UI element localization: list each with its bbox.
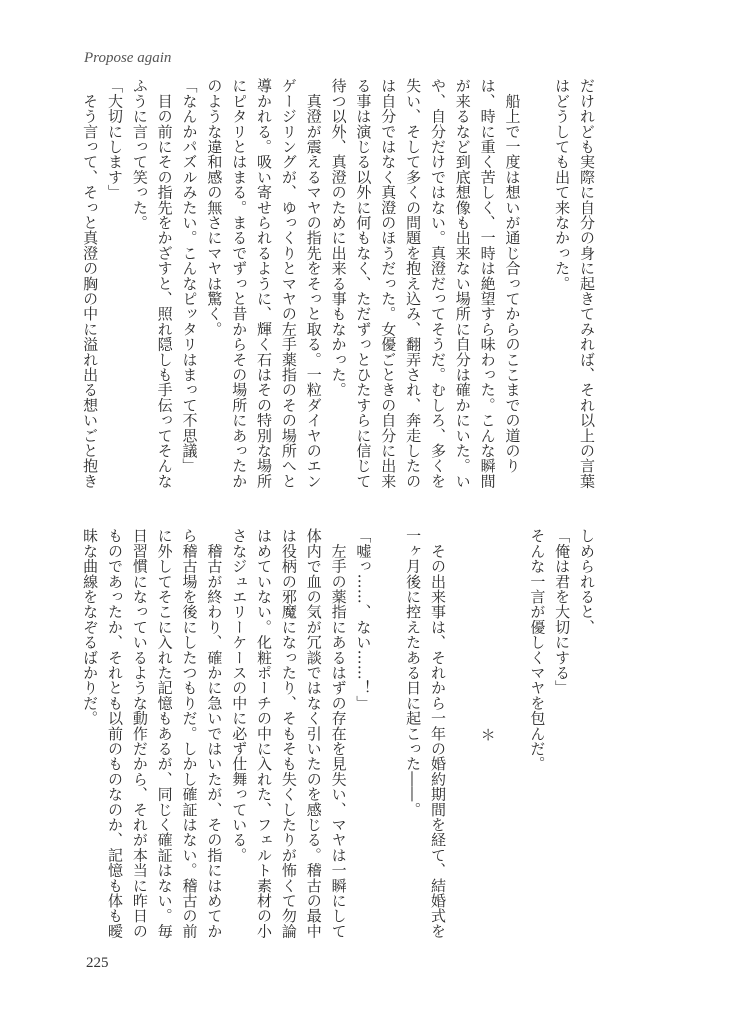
text-line: 導かれる。吸い寄せられるように、輝く石はその特別な場所 (255, 78, 274, 489)
text-line: ものであったか、それとも以前のものなのか、記憶も体も曖 (105, 528, 124, 939)
dialogue-line: 「なんかパズルみたい。こんなピッタリはまって不思議」 (180, 78, 199, 474)
text-line: はどうしても出て来なかった。 (553, 78, 572, 291)
text-line: はめていない。化粧ポーチの中に入れた、フェルト素材の小 (255, 528, 274, 939)
text-line: は自分ではなく真澄のほうだった。女優ごときの自分に出来 (379, 78, 398, 489)
text-line: や、自分だけではない。真澄だってそうだ。むしろ、多くを (428, 78, 447, 489)
blank-line (450, 528, 475, 942)
text-line: 船上で一度は想いが通じ合ってからのここまでの道のり (503, 78, 522, 474)
text-line: 日習慣になっているような動作だから、それが本当に昨日の (130, 528, 149, 939)
text-line: に外してそこに入れた記憶もあるが、同じく確証はない。毎 (155, 528, 174, 939)
text-line: は、時に重く苦しく、一時は絶望すら味わった。こんな瞬間 (478, 78, 497, 489)
text-line: そう言って、そっと真澄の胸の中に溢れ出る想いごと抱き (81, 78, 100, 489)
text-block-lower (77, 528, 599, 942)
dialogue-line: 「大切にします」 (105, 78, 124, 200)
dialogue-line: 「俺は君を大切にする」 (553, 528, 572, 696)
running-head-title: Propose again (84, 50, 172, 66)
text-line: ゲージリングが、ゆっくりとマヤの左手薬指のその場所へと (279, 78, 298, 489)
text-line: ふうに言って笑った。 (130, 78, 149, 230)
text-line: が来るなど到底想像も出来ない場所に自分は確かにいた。い (453, 78, 472, 489)
text-line: 体内で血の気が冗談ではなく引いたのを感じる。稽古の最中 (304, 528, 323, 939)
text-line: 待つ以外、真澄のために出来る事もなかった。 (329, 78, 348, 398)
text-line: 稽古が終わり、確かに急いではいたが、その指にはめてか (205, 528, 224, 939)
page-number: 225 (86, 955, 109, 971)
text-line: ら稽古場を後にしたつもりだ。しかし確証はない。稽古の前 (180, 528, 199, 939)
text-line: 真澄が震えるマヤの指先をそっと取る。一粒ダイヤのエン (304, 78, 323, 489)
text-line: 昧な曲線をなぞるばかりだ。 (81, 528, 100, 726)
blank-line (500, 528, 525, 942)
text-line: 目の前にその指先をかざすと、照れ隠しも手伝ってそんな (155, 78, 174, 489)
text-line: 失い、そして多くの問題を抱え込み、翻弄され、奔走したの (404, 78, 423, 489)
text-line: る事は演じる以外に何もなく、ただずっとひたすらに信じて (354, 78, 373, 489)
text-line: 左手の薬指にあるはずの存在を見失い、マヤは一瞬にして (329, 528, 348, 939)
text-line: のような違和感の無さにマヤは驚く。 (205, 78, 224, 337)
text-line: にピタリとはまる。まるでずっと昔からその場所にあったか (230, 78, 249, 489)
text-line: だけれども実際に自分の身に起きてみれば、それ以上の言葉 (578, 78, 596, 489)
text-block-upper (77, 78, 599, 492)
text-line: 一ヶ月後に控えたある日に起こった――。 (404, 528, 423, 817)
text-line: そんな一言が優しくマヤを包んだ。 (528, 528, 547, 772)
section-break-asterisk: ＊ (478, 727, 497, 743)
text-line: その出来事は、それから一年の婚約期間を経て、結婚式を (428, 528, 447, 939)
text-line: しめられると、 (578, 528, 596, 635)
text-line: は役柄の邪魔になったり、そもそも失くしたりが怖くて勿論 (279, 528, 298, 939)
blank-line (375, 528, 400, 942)
dialogue-line: 「嘘っ……、ない……！」 (354, 528, 373, 711)
text-line: さなジュエリーケースの中に必ず仕舞っている。 (230, 528, 249, 863)
blank-line (524, 78, 549, 492)
